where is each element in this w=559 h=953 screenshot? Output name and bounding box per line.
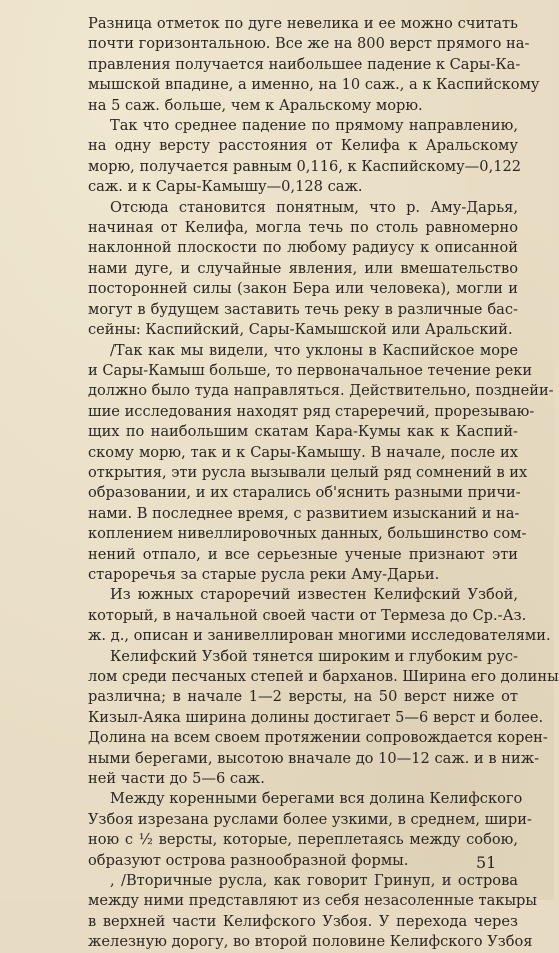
text-line: между ними представляют из себя незасоленные такыры [88,892,538,910]
text-line: шие исследования находят ряд стареречий, прорезываю- [88,402,535,420]
text-line: /Так как мы видели, что уклоны в Каспийское море [110,341,518,359]
text-line: правления получается наибольшее падение к Сары-Ка- [88,55,521,73]
paragraph [88,647,559,790]
text-line: на одну версту расстояния от Келифа к Аральскому [88,137,518,155]
text-line: ней части до 5—6 саж. [88,770,265,788]
text-line: коплением нивеллировочных данных, большинство сом- [88,525,527,543]
text-line: Разница отметок по дуге невелика и ее можно считать [88,15,518,32]
text-line: ными берегами, высотою вначале до 10—12 саж. и в ниж- [88,749,540,767]
text-line: Долина на всем своем протяжении сопровождается корен- [88,729,548,747]
text-line: начиная от Келифа, могла течь по столь равномерно [88,219,518,237]
page-body-text [88,14,559,953]
paragraph [88,789,532,871]
paragraph [88,585,551,646]
text-line: , /Вторичные русла, как говорит Гринуп, и острова [110,872,518,890]
text-line: ною с ½ версты, которые, переплетаясь между собою, [88,831,518,849]
page-number: 51 [476,853,497,872]
paragraph [88,871,538,953]
text-line: железную дорогу, во второй половине Келифского Узбоя [88,933,533,951]
paragraph [88,116,522,198]
text-line: посторонней силы (закон Бера или человека), могли и [88,280,518,298]
text-line: могут в будущем заставить течь реку в различные бас- [88,300,518,318]
text-line: саж. и к Сары-Камышу—0,128 саж. [88,178,363,196]
text-line: сейны: Каспийский, Сары-Камышской или Аральский. [88,321,513,339]
text-line: нами. В последнее время, с развитием изысканий и на- [88,504,520,522]
text-line: Узбоя изрезана руслами более узкими, в среднем, шири- [88,810,532,828]
text-line: почти горизонтальною. Все же на 800 верст прямого на- [88,35,530,53]
text-line: образовании, и их старались об'яснить разными причи- [88,484,521,502]
text-line: староречья за старые русла реки Аму-Дарьи. [88,565,440,583]
text-line: морю, получается равным 0,116, к Каспийскому—0,122 [88,157,522,175]
text-line: нений отпало, и все серьезные ученые признают эти [88,545,518,563]
text-line: лом среди песчаных степей и барханов. Ширина его долины [88,668,559,685]
text-line: мышской впадине, а именно, на 10 саж., а к Каспийскому [88,76,540,94]
text-line: и Сары-Камыш больше, то первоначальное течение реки [88,361,533,379]
text-line: Из южных староречий известен Келифский Узбой, [110,586,518,604]
text-line: должно было туда направляться. Действительно, позднейи- [88,382,554,400]
text-line: Кизыл-Аяка ширина долины достигает 5—6 верст и более. [88,708,544,726]
text-line: нами дуге, и случайные явления, или вмешательство [88,259,518,277]
text-line: ж. д., описан и занивеллирован многими исследователями. [88,627,551,645]
text-line: Келифский Узбой тянется широким и глубоким рус- [110,647,518,665]
text-line: Так что среднее падение по прямому направлению, [110,117,518,135]
paragraph [88,14,540,116]
text-line: который, в начальной своей части от Термеза до Ср.-Аз. [88,606,527,624]
text-line: наклонной плоскости по любому радиусу к описанной [88,239,518,257]
text-line: на 5 саж. больше, чем к Аральскому морю. [88,96,423,114]
text-line: открытия, эти русла вызывали целый ряд сомнений в их [88,463,528,481]
paragraph [88,341,554,586]
paragraph [88,198,518,341]
text-line: в верхней части Келифского Узбоя. У перехода через [88,912,518,930]
text-line: скому морю, так и к Сары-Камышу. В начале, после их [88,443,518,461]
text-line: различна; в начале 1—2 версты, на 50 верст ниже от [88,688,518,706]
text-line: Между коренными берегами вся долина Келифского [110,790,523,808]
text-line: Отсюда становится понятным, что р. Аму-Дарья, [110,198,518,216]
text-line: образуют острова разнообразной формы. [88,851,409,869]
text-line: щих по наибольшим скатам Кара-Кумы как к Каспий- [88,423,518,441]
